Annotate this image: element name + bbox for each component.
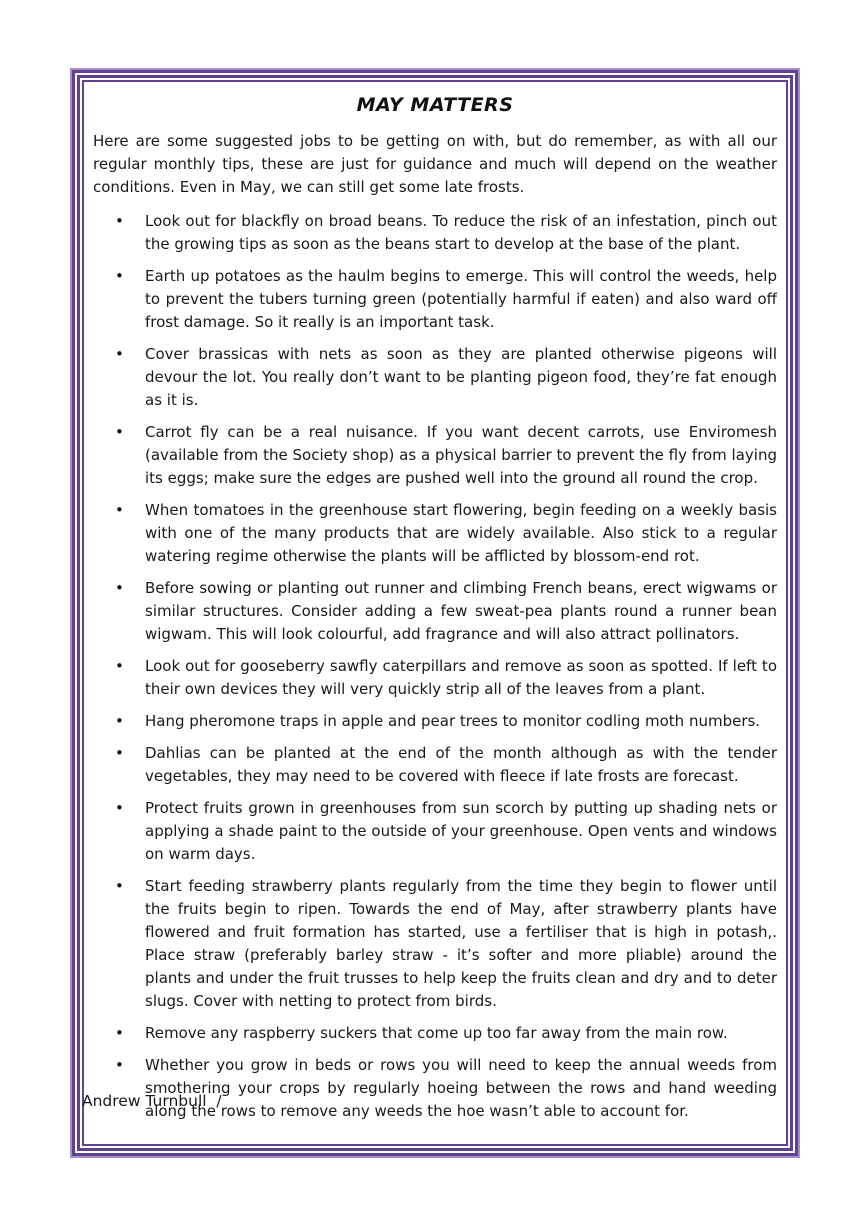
document-content — [93, 94, 777, 1123]
page-title: MAY MATTERS — [356, 94, 514, 116]
list-item: • Before sowing or planting out runner and climbing French beans, erect wigwams or similar structures. Consider adding a few sweat-pea plants round a runner bean wigwam. This will look colourful, add fragrance and will also attract pollinators. — [93, 577, 777, 646]
decorative-border — [72, 70, 798, 1156]
list-item: • When tomatoes in the greenhouse start flowering, begin feeding on a weekly basis with one of the many products that are widely available. Also stick to a regular watering regime otherwise the plants will be afflicted by blossom-end rot. — [93, 499, 777, 568]
author-signature: Andrew Turnbull / — [82, 1092, 222, 1110]
tips-list — [93, 210, 777, 1123]
decorative-border-middle — [77, 75, 793, 1151]
list-item: • Dahlias can be planted at the end of the month although as with the tender vegetables, they may need to be covered with fleece if late frosts are forecast. — [93, 742, 777, 788]
list-item: • Hang pheromone traps in apple and pear trees to monitor codling moth numbers. — [93, 710, 777, 733]
decorative-border-inner — [82, 80, 788, 1146]
list-item: • Cover brassicas with nets as soon as they are planted otherwise pigeons will devour the lot. You really don’t want to be planting pigeon food, they’re fat enough as it is. — [93, 343, 777, 412]
list-item: • Earth up potatoes as the haulm begins to emerge. This will control the weeds, help to prevent the tubers turning green (potentially harmful if eaten) and also ward off frost damage. So it really is an important task. — [93, 265, 777, 334]
list-item: • Carrot fly can be a real nuisance. If you want decent carrots, use Enviromesh (available from the Society shop) as a physical barrier to prevent the fly from laying its eggs; make sure the edges are pushed well into the ground all round the crop. — [93, 421, 777, 490]
list-item: • Whether you grow in beds or rows you will need to keep the annual weeds from smothering your crops by regularly hoeing between the rows and hand weeding along the rows to remove any weeds the hoe wasn’t able to account for. — [93, 1054, 777, 1123]
intro-paragraph: Here are some suggested jobs to be getting on with, but do remember, as with all our regular monthly tips, these are just for guidance and much will depend on the weather conditions. Even in May, we can still get some late frosts. — [93, 132, 777, 196]
list-item: • Remove any raspberry suckers that come up too far away from the main row. — [93, 1022, 777, 1045]
list-item: • Look out for blackfly on broad beans. To reduce the risk of an infestation, pinch out the growing tips as soon as the beans start to develop at the base of the plant. — [93, 210, 777, 256]
list-item: • Start feeding strawberry plants regularly from the time they begin to flower until the fruits begin to ripen. Towards the end of May, after strawberry plants have flowered and fruit formation has started, use a fertiliser that is high in potash,. Place straw (preferably barley straw - it’s softer and more pliable) around the plants and under the fruit trusses to help keep the fruits clean and dry and to deter slugs. Cover with netting to protect from birds. — [93, 875, 777, 1013]
list-item: • Look out for gooseberry sawfly caterpillars and remove as soon as spotted. If left to their own devices they will very quickly strip all of the leaves from a plant. — [93, 655, 777, 701]
list-item: • Protect fruits grown in greenhouses from sun scorch by putting up shading nets or applying a shade paint to the outside of your greenhouse. Open vents and windows on warm days. — [93, 797, 777, 866]
